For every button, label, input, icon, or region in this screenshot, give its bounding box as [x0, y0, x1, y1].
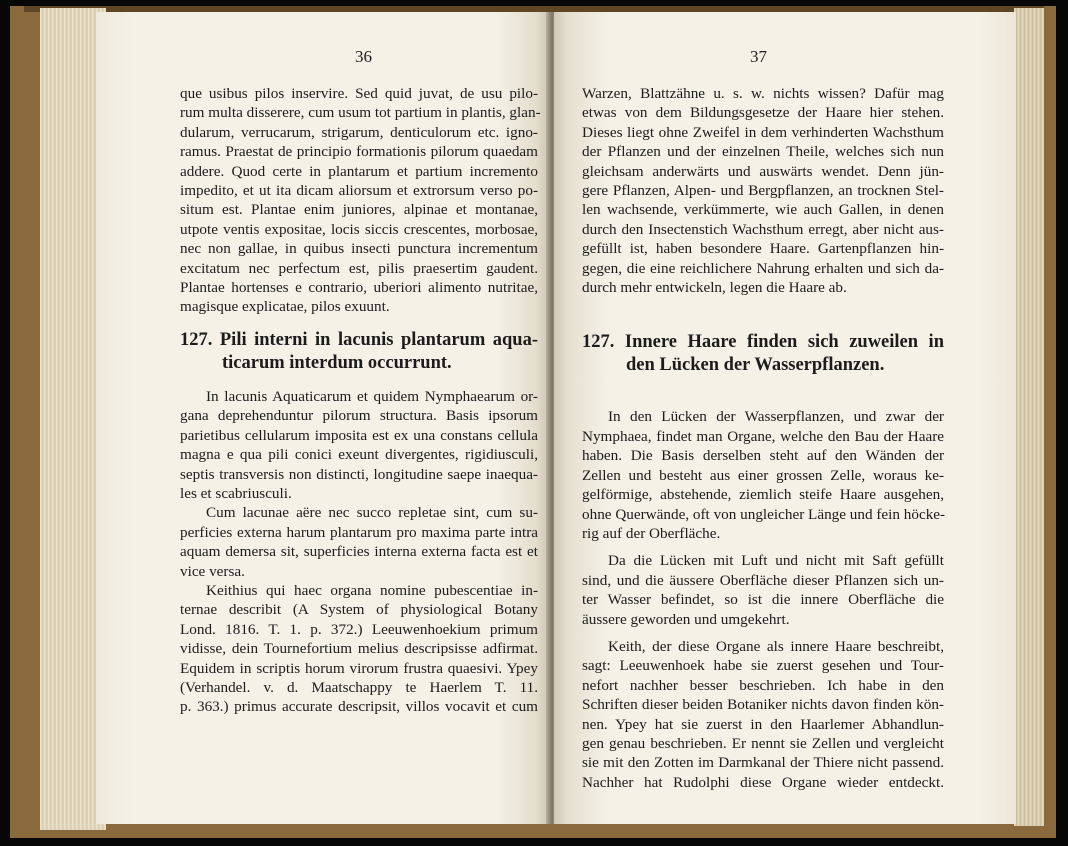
text-line: gana deprehenduntur pilorum structura. Basis ipsorum	[180, 407, 538, 425]
text-line: Schriften dieser beiden Botaniker nichts davon finden kön-	[582, 696, 944, 714]
text-line: addere. Quod certe in plantarum et partium incremento	[180, 162, 538, 180]
text-line: gelförmige, abstehende, ziemlich steife Haare ausgehen,	[582, 486, 944, 504]
text-line: Nachher hat Rudolphi diese Organe wieder entdeckt.	[582, 773, 944, 791]
left-page-text	[180, 84, 541, 717]
text-line: sie mit den Zotten im Darmkanal der Thiere nicht passend.	[582, 754, 944, 772]
text-line: nefort nachher besser beschrieben. Ich habe in den	[582, 676, 944, 694]
text-line: Da die Lücken mit Luft und nicht mit Saft gefüllt	[608, 552, 944, 570]
text-line: les et scabriusculi.	[180, 484, 292, 502]
text-line: Cum lacunae aëre nec succo repletae sint, cum su-	[206, 504, 538, 522]
page-number: 37	[750, 47, 767, 66]
text-line: dularum, verrucarum, strigarum, denticulorum etc. igno-	[180, 123, 538, 141]
text-line: situm est. Plantae enim juniores, alpinae et montanae,	[180, 201, 538, 219]
page-edges-right	[1014, 8, 1044, 826]
text-line: Plantae hortenses e contrario, uberiori alimento nutritae,	[180, 279, 538, 297]
text-line: Nymphaea, findet man Organe, welche den Bau der Haare	[582, 427, 944, 445]
text-line: parietibus cellularum imposita est ex una constans cellula	[180, 426, 538, 444]
text-line: nen. Ypey hat sie zuerst in den Haarlemer Abhandlun-	[582, 715, 944, 733]
text-line: ter Wasser befindet, so ist die innere Oberfläche die	[582, 591, 944, 609]
text-line: magisque explicatae, pilos exuunt.	[180, 298, 390, 316]
text-line: der Pflanzen und der einzelnen Theile, welches sich nun	[582, 143, 944, 161]
text-line: In lacunis Aquaticarum et quidem Nymphaearum or-	[206, 387, 538, 405]
text-line: gen genau beschrieben. Er nennt sie Zellen und vergleicht	[582, 734, 944, 752]
text-line: que usibus pilos inservire. Sed quid juvat, de usu pilo-	[180, 85, 538, 102]
section-heading: 127. Innere Haare finden sich zuweilen in	[582, 332, 944, 353]
right-page-text	[582, 84, 944, 792]
text-line: gegen, die eine reichlichere Nahrung erhalten und sich da-	[582, 259, 944, 277]
left-page	[96, 12, 550, 824]
right-page	[554, 12, 1016, 824]
text-line: rig auf der Oberfläche.	[582, 524, 721, 542]
text-line: utpote ventis expositae, locis siccis crescentes, morbosae,	[180, 220, 538, 238]
text-line: haben. Die Basis derselben steht auf den Wänden der	[582, 447, 944, 465]
text-line: rum multa disserere, cum usum tot partium in plantis, glan-	[180, 104, 541, 122]
page-number: 36	[355, 47, 372, 66]
text-line: sind, und die äussere Oberfläche dieser Pflanzen sich un-	[582, 571, 944, 589]
text-line: sagt: Leeuwenhoek habe sie zuerst gesehen und Tour-	[582, 657, 944, 675]
text-line: impedito, et ut ita dicam aliorsum et extrorsum verso po-	[180, 182, 538, 200]
text-line: ternae describit (A System of physiological Botany	[180, 601, 538, 619]
section-heading: ticarum interdum occurrunt.	[222, 352, 452, 373]
text-line: etwas von dem Bildungsgesetze der Haare hier stehen.	[582, 104, 944, 122]
section-heading: den Lücken der Wasserpflanzen.	[626, 355, 885, 376]
text-line: ohne Querwände, oft von ungleicher Länge und fein höcke-	[582, 505, 946, 523]
text-line: Warzen, Blattzähne u. s. w. nichts wissen? Dafür mag	[582, 85, 944, 102]
text-line: Keith, der diese Organe als innere Haare beschreibt,	[608, 637, 944, 655]
text-line: gere Pflanzen, Alpen- und Bergpflanzen, an trocknen Stel-	[582, 182, 944, 200]
text-line: äussere geworden und umgekehrt.	[582, 610, 790, 628]
text-line: Dieses liegt ohne Zweifel in dem verhinderten Wachsthum	[582, 123, 944, 141]
text-line: (Verhandel. v. d. Maatschappy te Haerlem T. 11.	[180, 678, 538, 696]
text-line: vidisse, dein Tournefortium melius descripsisse adfirmat.	[180, 640, 538, 658]
text-line: durch mehr entwickeln, legen die Haare ab.	[582, 279, 847, 297]
text-line: Equidem in scriptis horum virorum frustra quaesivi. Ypey	[180, 659, 538, 677]
text-line: len wachsende, verkümmerte, wie auch Gallen, in denen	[582, 201, 944, 219]
text-line: Keithius qui haec organa nomine pubescentiae in-	[206, 581, 538, 599]
text-line: In den Lücken der Wasserpflanzen, und zwar der	[608, 408, 944, 426]
text-line: nec non gallae, in quibus insecti punctura incrementum	[180, 240, 538, 258]
text-line: Lond. 1816. T. 1. p. 372.) Leeuwenhoekium primum	[180, 620, 538, 638]
text-line: perficies externa harum plantarum pro maxima parte intra	[180, 523, 538, 541]
text-line: magna e qua pili conici exeunt divergentes, rigidiusculi,	[180, 446, 538, 464]
text-line: aquam demersa sit, superficies interna externa facta est et	[180, 543, 538, 561]
text-line: gefüllt ist, haben besondere Haare. Gartenpflanzen hin-	[582, 240, 944, 258]
text-line: vice versa.	[180, 562, 245, 580]
text-line: Zellen und besteht aus einer grossen Zelle, woraus ke-	[582, 466, 944, 484]
text-line: septis transversis non distincti, longitudine saepe inaequa-	[180, 465, 538, 483]
text-line: ramus. Praestat de principio formationis pilorum quaedam	[180, 143, 538, 161]
text-line: p. 363.) primus accurate descripsit, villos vocavit et cum	[180, 698, 538, 716]
section-heading: 127. Pili interni in lacunis plantarum aqua-	[180, 329, 538, 350]
text-line: durch den Insectenstich Wachsthum erregt, aber nicht aus-	[582, 220, 944, 238]
text-line: gleichsam anderwärts und auswärts wendet. Denn jün-	[582, 162, 944, 180]
text-line: excitatum nec perfectum est, pilis praesertim gaudent.	[180, 259, 538, 277]
